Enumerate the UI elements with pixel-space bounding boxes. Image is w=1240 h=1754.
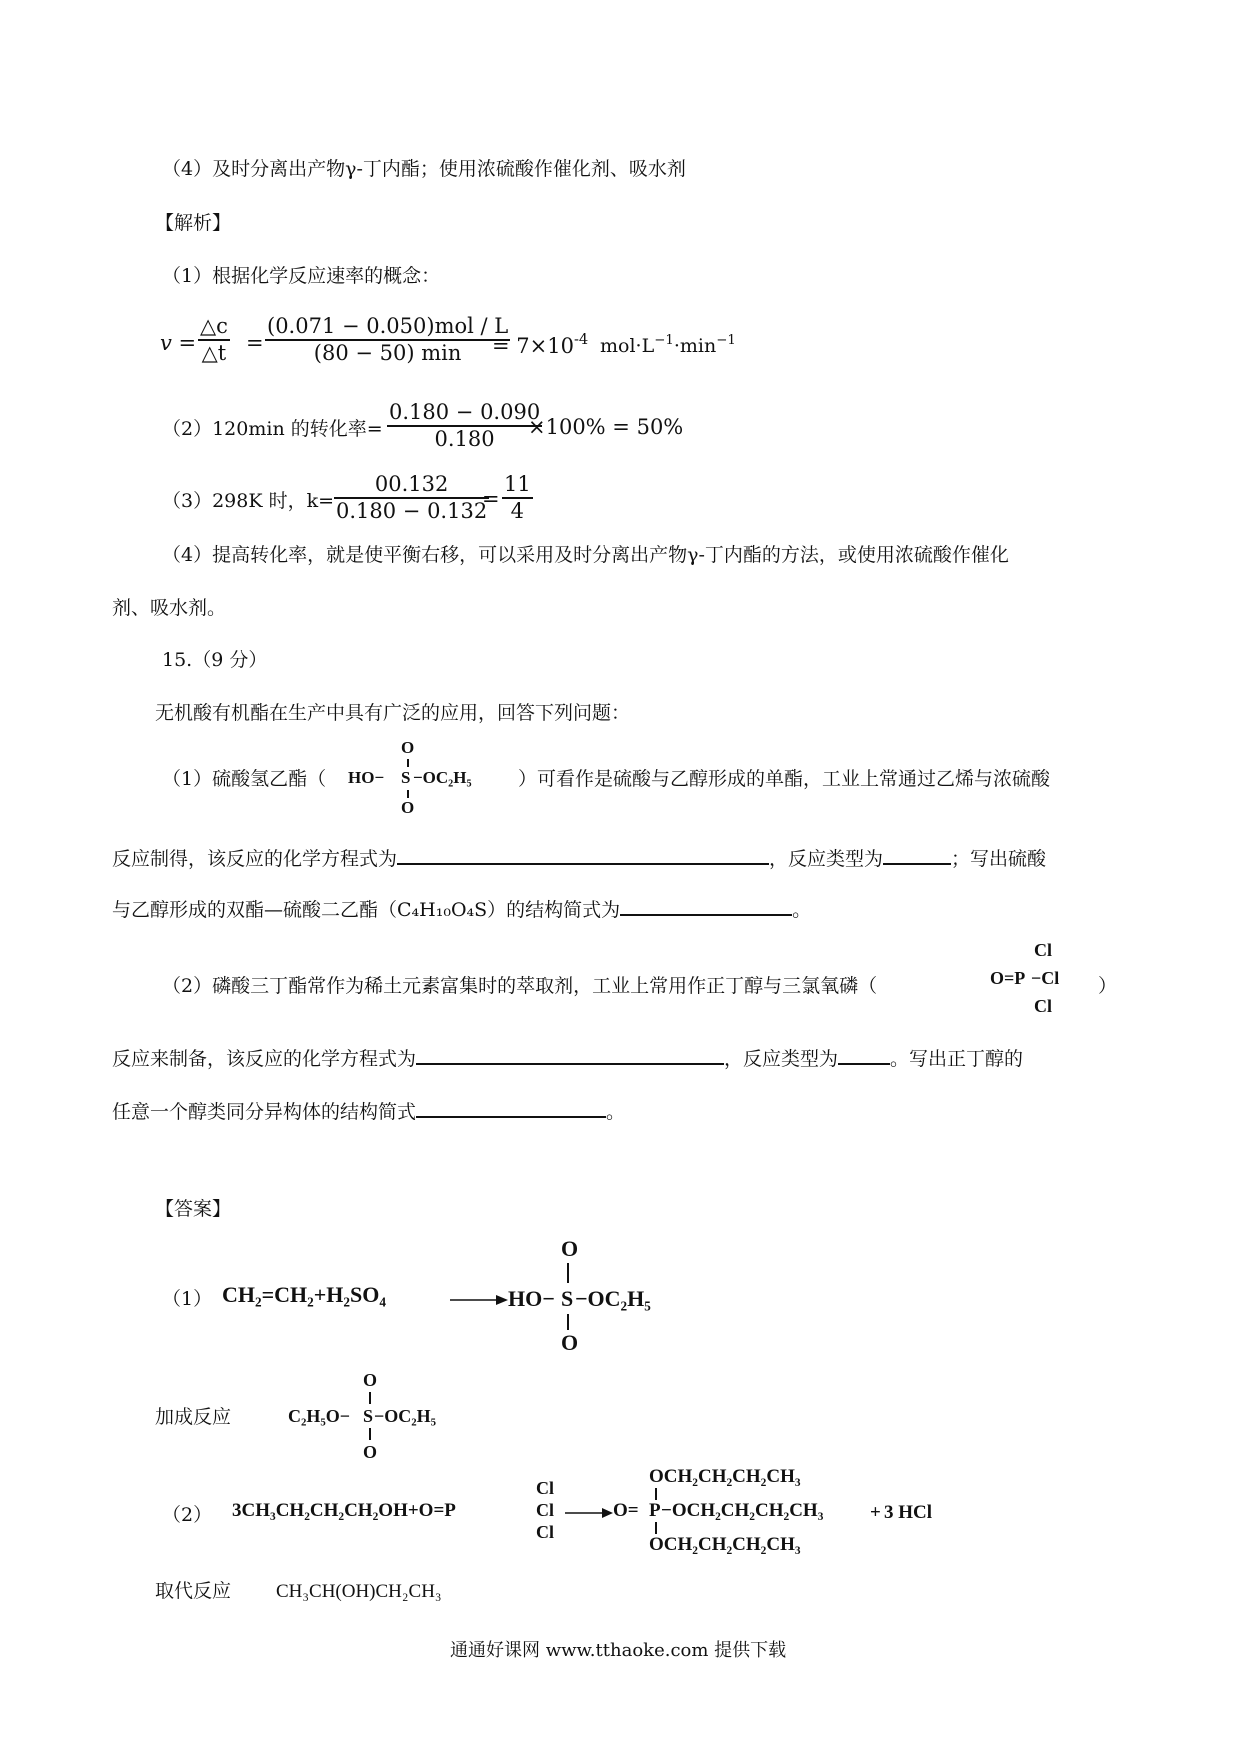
rate-unit-b: ·min <box>673 334 717 357</box>
analysis-heading: 【解析】 <box>155 212 232 234</box>
structure-right: −OC₂H₅ <box>575 1286 651 1311</box>
structure-left: O= <box>613 1500 639 1521</box>
answer-1-type: 加成反应 <box>155 1406 232 1428</box>
p3-prefix: （3）298K 时，k= <box>162 490 335 512</box>
prev-answer-item-4: （4）及时分离出产物γ-丁内酯；使用浓硫酸作催化剂、吸水剂 <box>162 158 686 180</box>
p2-prefix: （2）120min 的转化率= <box>162 418 383 440</box>
rate-unit <box>600 333 736 357</box>
structure-oxygen-top: O <box>401 738 415 757</box>
a2-hcl: 3 HCl <box>884 1502 933 1523</box>
structure-mid: −OCH₂CH₂CH₂CH₃ <box>661 1500 824 1521</box>
rate-eq1: = <box>246 331 264 355</box>
hydrogen-ethyl-sulfate-structure <box>348 738 518 828</box>
structure-phosphorus: P <box>649 1500 661 1521</box>
analysis-p4-line1: （4）提高转化率，就是使平衡右移，可以采用及时分离出产物γ-丁内酯的方法，或使用浓硫酸作催化 <box>162 544 1009 566</box>
analysis-p4-line2: 剂、吸水剂。 <box>112 597 227 619</box>
q15-2-line3a: 任意一个醇类同分异构体的结构简式 <box>112 1101 417 1123</box>
cl-mid: Cl <box>536 1500 554 1520</box>
p3-eq: = <box>482 487 500 511</box>
rate-unit-exp2: −1 <box>716 333 736 348</box>
structure-left: HO− <box>508 1286 555 1311</box>
p3-num2: 11 <box>504 472 531 496</box>
answer-2-type: 取代反应 <box>155 1580 232 1602</box>
bond-line <box>567 1263 569 1283</box>
structure-sulfur: S <box>561 1286 574 1311</box>
cl-top: Cl <box>536 1478 554 1498</box>
q15-2-line2c: 。写出正丁醇的 <box>890 1048 1024 1070</box>
q15-2-line3 <box>112 1098 625 1125</box>
cl-bottom: Cl <box>536 1522 554 1542</box>
q15-1-line3a: 与乙醇形成的双酯—硫酸二乙酯（C₄H₁₀O₄S）的结构简式为 <box>112 899 621 921</box>
p2-suffix: ×100% = 50% <box>528 415 684 439</box>
answer-2-isomer: CH₃CH(OH)CH₂CH₃ <box>276 1581 442 1602</box>
bond-line <box>655 1522 657 1534</box>
reaction-arrow <box>450 1294 508 1306</box>
q15-intro: 无机酸有机酯在生产中具有广泛的应用，回答下列问题： <box>155 702 631 724</box>
structure-bottom: OCH₂CH₂CH₂CH₃ <box>649 1534 801 1555</box>
answer-2-label: （2） <box>162 1504 213 1526</box>
p3-den: 0.180 − 0.132 <box>336 498 488 523</box>
structure-oxygen-bottom: O <box>561 1330 579 1355</box>
structure-left: C₂H₅O− <box>288 1406 351 1426</box>
q15-1-prefix: （1）硫酸氢乙酯（ <box>162 768 327 790</box>
structure-left: O=P <box>990 968 1026 988</box>
p2-fraction <box>387 400 542 452</box>
answer-heading: 【答案】 <box>155 1198 232 1220</box>
structure-right: −OC₂H₅ <box>374 1406 437 1426</box>
a2-reactants: 3CH₃CH₂CH₂CH₂OH+O=P <box>232 1500 456 1521</box>
rate-result-base: = 7×10 <box>492 333 574 358</box>
page-footer: 通通好课网 www.tthaoke.com 提供下载 <box>450 1640 787 1661</box>
structure-right: −OC₂H₅ <box>413 768 472 787</box>
p3-fraction <box>334 472 489 524</box>
q15-2-line2b: ，反应类型为 <box>724 1048 839 1070</box>
p2-num: 0.180 − 0.090 <box>389 400 541 424</box>
structure-left: HO− <box>348 768 385 787</box>
bond-line <box>407 790 409 798</box>
q15-1-line2c: ；写出硫酸 <box>951 848 1047 870</box>
rate-fraction-1 <box>198 314 230 366</box>
structure-oxygen-bottom: O <box>363 1442 378 1462</box>
answer-1-label: （1） <box>162 1288 213 1310</box>
structure-oxygen-bottom: O <box>401 798 415 817</box>
q15-2-suffix: ） <box>1098 975 1118 997</box>
rate-fraction-2 <box>265 314 510 366</box>
answer-2-cl-group <box>530 1478 570 1548</box>
rate-result <box>492 331 588 358</box>
structure-sulfur: S <box>401 768 411 787</box>
structure-oxygen-top: O <box>363 1370 378 1390</box>
answer-blank[interactable] <box>416 1045 724 1065</box>
structure-top: OCH₂CH₂CH₂CH₃ <box>649 1466 801 1487</box>
structure-oxygen-top: O <box>561 1236 579 1261</box>
rate-frac1-num: △c <box>200 314 228 338</box>
structure-cl-bottom: Cl <box>1034 996 1052 1016</box>
q15-1-line2a: 反应制得，该反应的化学方程式为 <box>112 848 398 870</box>
structure-cl-mid: −Cl <box>1031 968 1060 988</box>
p3-fraction-2 <box>502 472 533 524</box>
structure-cl-top: Cl <box>1034 940 1052 960</box>
answer-blank[interactable] <box>416 1098 606 1118</box>
q15-1-line3 <box>112 896 811 923</box>
q15-1-line2 <box>112 845 1046 872</box>
rate-unit-a: mol·L <box>600 334 655 357</box>
answer-blank[interactable] <box>620 896 792 916</box>
rate-frac1-den: △t <box>201 340 227 365</box>
bond-line <box>567 1314 569 1330</box>
diethyl-sulfate-structure <box>288 1370 468 1470</box>
rate-lhs: v = <box>160 331 197 355</box>
bond-line <box>407 759 409 767</box>
q15-1-suffix: ）可看作是硫酸与乙醇形成的单酯，工业上常通过乙烯与浓硫酸 <box>518 768 1051 790</box>
a1-reactants: CH₂=CH₂+H₂SO₄ <box>222 1282 386 1307</box>
rate-unit-exp1: −1 <box>654 333 674 348</box>
answer-blank[interactable] <box>838 1045 890 1065</box>
reaction-arrow <box>565 1507 613 1519</box>
p2-den: 0.180 <box>434 426 495 451</box>
rate-frac2-den: (80 − 50) min <box>313 340 462 365</box>
q15-1-line2b: ，反应类型为 <box>769 848 884 870</box>
a2-plus: + <box>870 1502 881 1523</box>
bond-line <box>655 1488 657 1500</box>
q15-2-line2a: 反应来制备，该反应的化学方程式为 <box>112 1048 417 1070</box>
analysis-p1-intro: （1）根据化学反应速率的概念： <box>162 265 441 287</box>
phosphoryl-chloride-structure <box>990 940 1090 1022</box>
bond-line <box>369 1392 371 1404</box>
answer-blank[interactable] <box>397 845 769 865</box>
structure-sulfur: S <box>363 1406 374 1426</box>
rate-frac2-num: (0.071 − 0.050)mol / L <box>267 314 509 338</box>
q15-header: 15.（9 分） <box>162 649 268 671</box>
q15-2-line2 <box>112 1045 1023 1072</box>
q15-2-line3b: 。 <box>606 1101 626 1123</box>
answer-1-product-structure <box>508 1236 708 1355</box>
q15-1-line3b: 。 <box>792 899 812 921</box>
bond-line <box>369 1428 371 1440</box>
q15-2-prefix: （2）磷酸三丁酯常作为稀土元素富集时的萃取剂，工业上常用作正丁醇与三氯氧磷（ <box>162 975 878 997</box>
p3-den2: 4 <box>510 498 525 523</box>
p3-num: 00.132 <box>374 472 449 496</box>
answer-blank[interactable] <box>883 845 951 865</box>
rate-result-exp: -4 <box>573 331 589 348</box>
